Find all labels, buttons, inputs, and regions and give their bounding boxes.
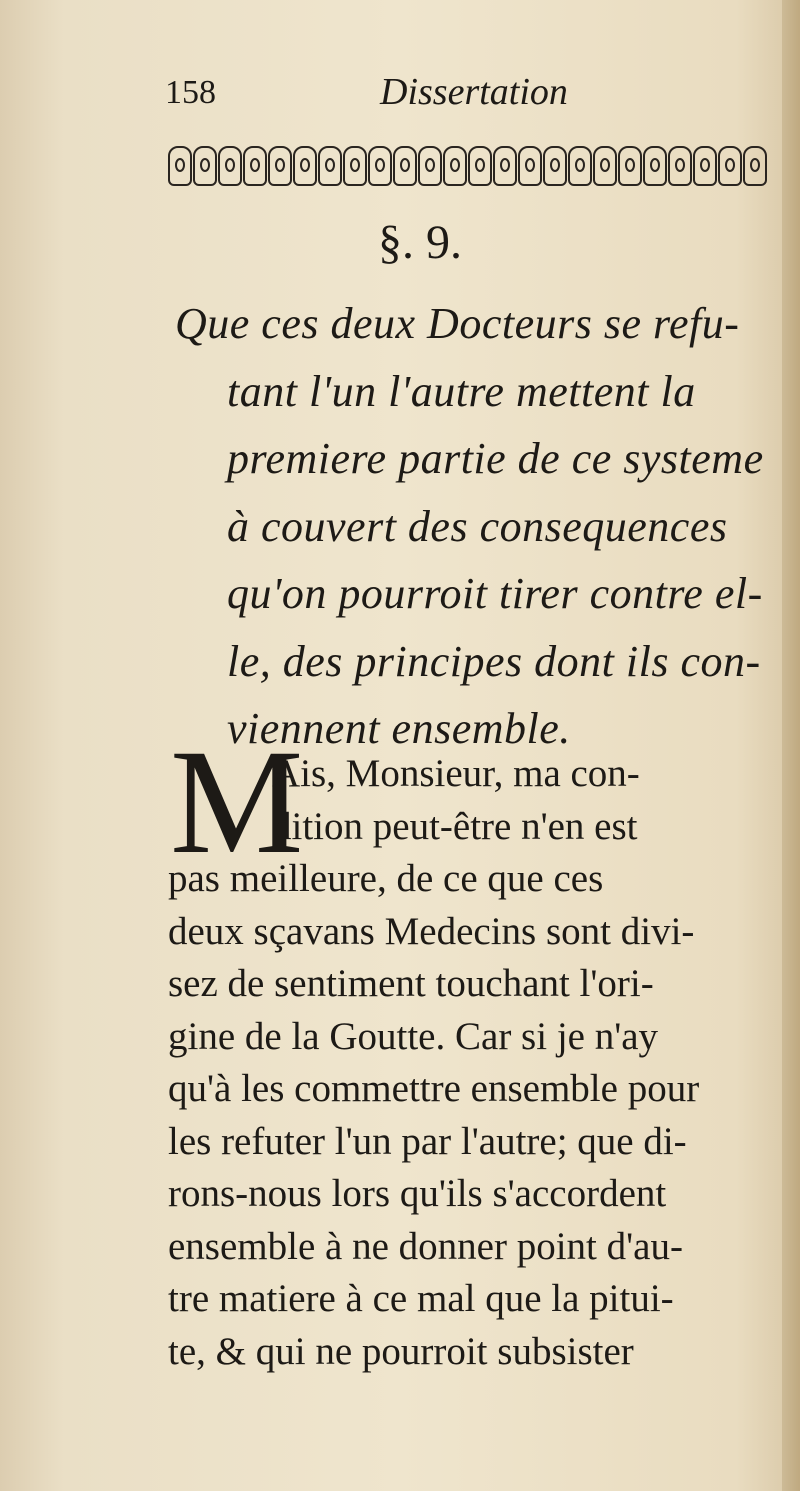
ornament-knot-icon (643, 146, 667, 186)
ornament-knot-icon (193, 146, 217, 186)
body-line: Ais, Monsieur, ma con- (272, 752, 640, 795)
summary-line: tant l'un l'autre mettent la (227, 366, 696, 416)
body-line: gine de la Goutte. Car si je n'ay (168, 1014, 659, 1058)
body-line: deux sçavans Medecins sont divi- (168, 909, 695, 953)
ornament-knot-icon (618, 146, 642, 186)
ornament-knot-icon (418, 146, 442, 186)
ornament-knot-icon (443, 146, 467, 186)
ornament-knot-icon (268, 146, 292, 186)
drop-cap: M (170, 719, 304, 885)
body-line: qu'à les commettre ensemble pour (168, 1067, 700, 1110)
body-line: te, & qui ne pourroit subsister (168, 1329, 634, 1373)
ornament-knot-icon (343, 146, 367, 186)
body-line: les refuter l'un par l'autre; que di- (168, 1119, 687, 1163)
ornament-knot-icon (693, 146, 717, 186)
ornament-knot-icon (568, 146, 592, 186)
ornament-knot-icon (318, 146, 342, 186)
section-number: §. 9. (378, 216, 462, 269)
ornament-knot-icon (593, 146, 617, 186)
body-paragraph (168, 748, 790, 1378)
ornament-knot-icon (243, 146, 267, 186)
summary-line: le, des principes dont ils con- (227, 636, 761, 686)
ornament-knot-icon (368, 146, 392, 186)
ornament-knot-icon (493, 146, 517, 186)
ornament-knot-icon (743, 146, 767, 186)
summary-line: premiere partie de ce systeme (227, 434, 764, 483)
ornament-knot-icon (218, 146, 242, 186)
page-header (165, 70, 765, 120)
body-line: tre matiere à ce mal que la pitui- (168, 1277, 674, 1320)
ornament-knot-icon (468, 146, 492, 186)
body-line: rons-nous lors qu'ils s'accordent (168, 1172, 667, 1215)
summary-line: viennent ensemble. (227, 704, 571, 753)
ornament-knot-icon (668, 146, 692, 186)
ornamental-border-band (168, 146, 778, 190)
section-summary (175, 290, 785, 763)
ornament-knot-icon (393, 146, 417, 186)
body-line: dition peut-être n'en est (272, 804, 638, 848)
page-number: 158 (165, 74, 216, 111)
ornament-knot-icon (543, 146, 567, 186)
summary-line: à couvert des consequences (227, 501, 728, 551)
ornament-knot-icon (718, 146, 742, 186)
summary-line: Que ces deux Docteurs se refu- (175, 299, 740, 348)
body-line: sez de sentiment touchant l'ori- (168, 962, 654, 1005)
running-title: Dissertation (380, 71, 568, 113)
ornament-knot-icon (293, 146, 317, 186)
body-line: ensemble à ne donner point d'au- (168, 1224, 683, 1268)
summary-line: qu'on pourroit tirer contre el- (227, 569, 763, 618)
body-line: pas meilleure, de ce que ces (168, 857, 604, 900)
ornament-knot-icon (168, 146, 192, 186)
ornament-knot-icon (518, 146, 542, 186)
